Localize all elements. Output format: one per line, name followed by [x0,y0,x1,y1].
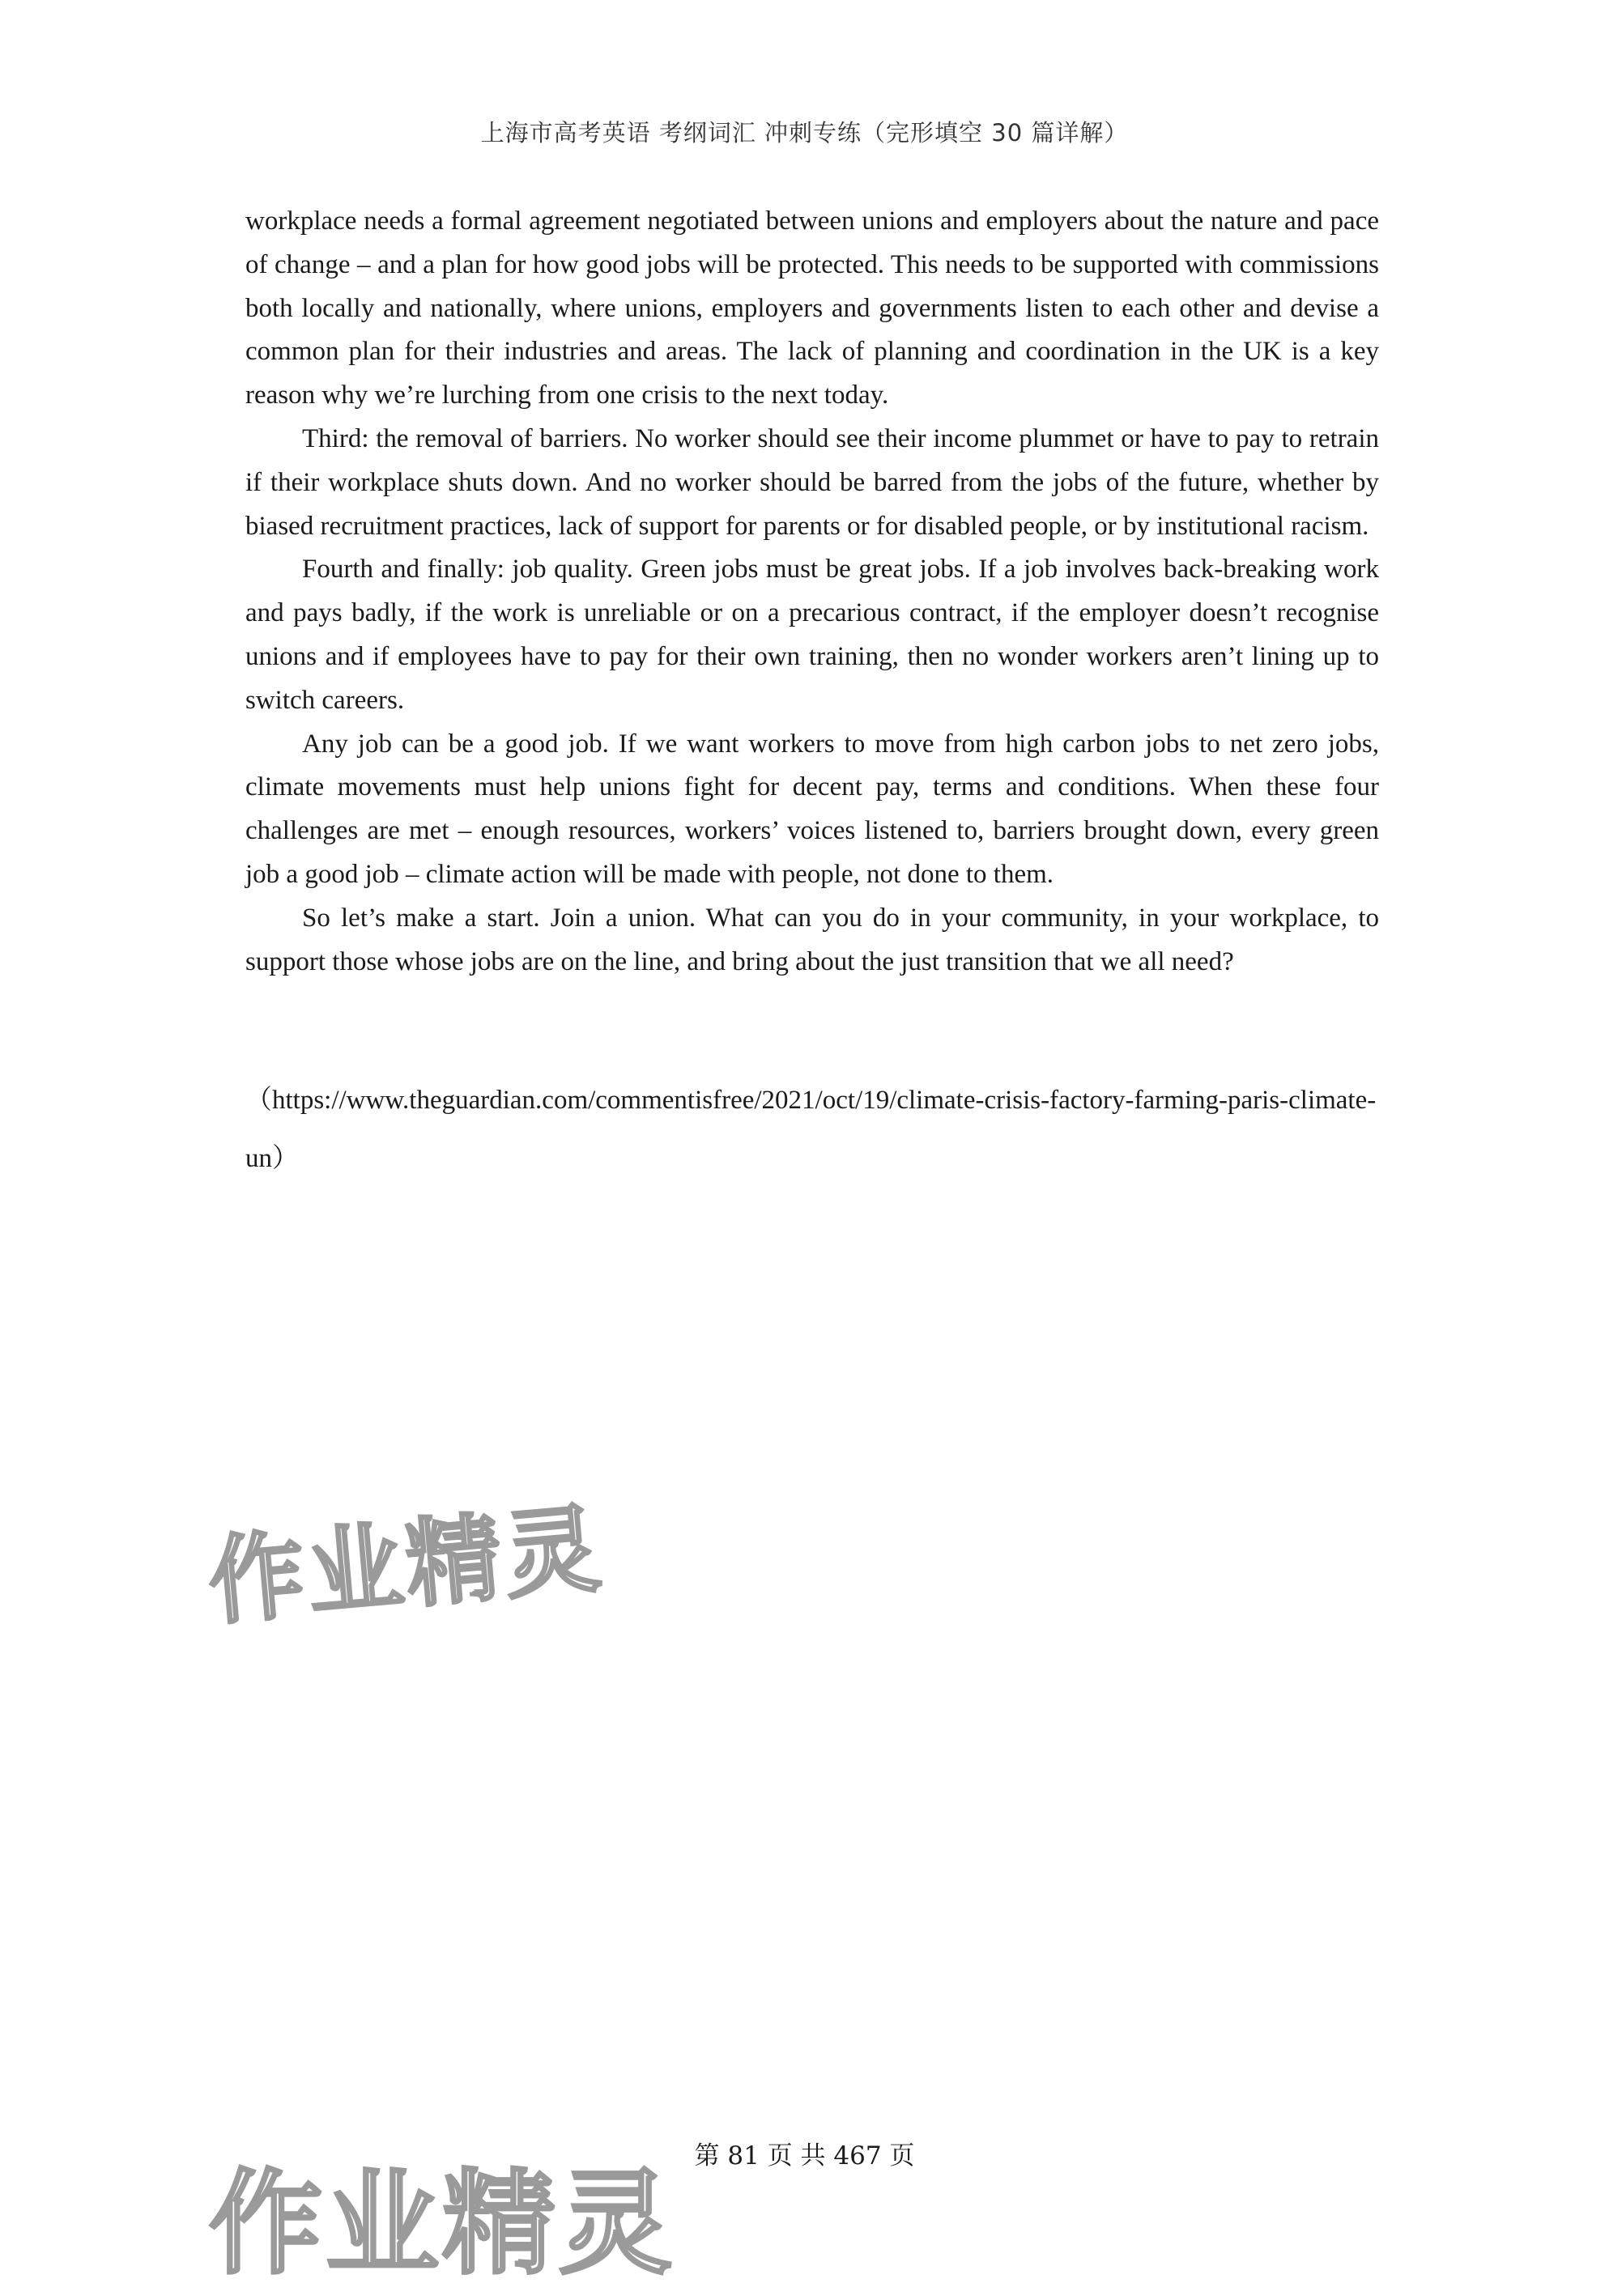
watermark-logo: 作业精灵 [204,1492,608,1639]
source-citation: （https://www.theguardian.com/commentisfree/2021/oct/19/climate-crisis-factory-farming-paris-climate-un） [245,1086,1377,1173]
paragraph-continued: workplace needs a formal agreement negotiated between unions and employers about the nature and pace of change – and a plan for how good jobs will be protected. This needs to be supported with commissions both locally and nationally, where unions, employers and governments listen to each other and devise a common plan for their industries and areas. The lack of planning and coordination in the UK is a key reason why we’re lurching from one crisis to the next today. [245,206,1379,410]
paragraph-third-barriers: Third: the removal of barriers. No worker should see their income plummet or have to pay to retrain if their workplace shuts down. And no worker should be barred from the jobs of the future, whether by biased recruitment practices, lack of support for parents or for disabled people, or by institutional racism. [245,423,1379,541]
paragraph-make-a-start: So let’s make a start. Join a union. What can you do in your community, in your workplace, to support those whose jobs are on the line, and bring about the just transition that we all need? [245,903,1379,976]
article-body [245,200,1379,984]
page-number: 第 81 页 共 467 页 [694,2141,915,2171]
paragraph-fourth-job-quality: Fourth and finally: job quality. Green jobs must be great jobs. If a job involves back-breaking work and pays badly, if the work is unreliable or on a precarious contract, if the employer doesn’t recognise unions and if employees have to pay for their own training, then no wonder workers aren’t lining up to switch careers. [245,555,1379,715]
page-header: 上海市高考英语 考纲词汇 冲刺专练（完形填空 30 篇详解） [480,119,1129,147]
paragraph-any-job: Any job can be a good job. If we want workers to move from high carbon jobs to net zero jobs, climate movements must help unions fight for decent pay, terms and conditions. When these four challenges are met – enough resources, workers’ voices listened to, barriers brought down, every green job a good job – climate action will be made with people, not done to them. [245,729,1379,889]
watermark-logo-bottom: 作业精灵 [209,2158,676,2290]
